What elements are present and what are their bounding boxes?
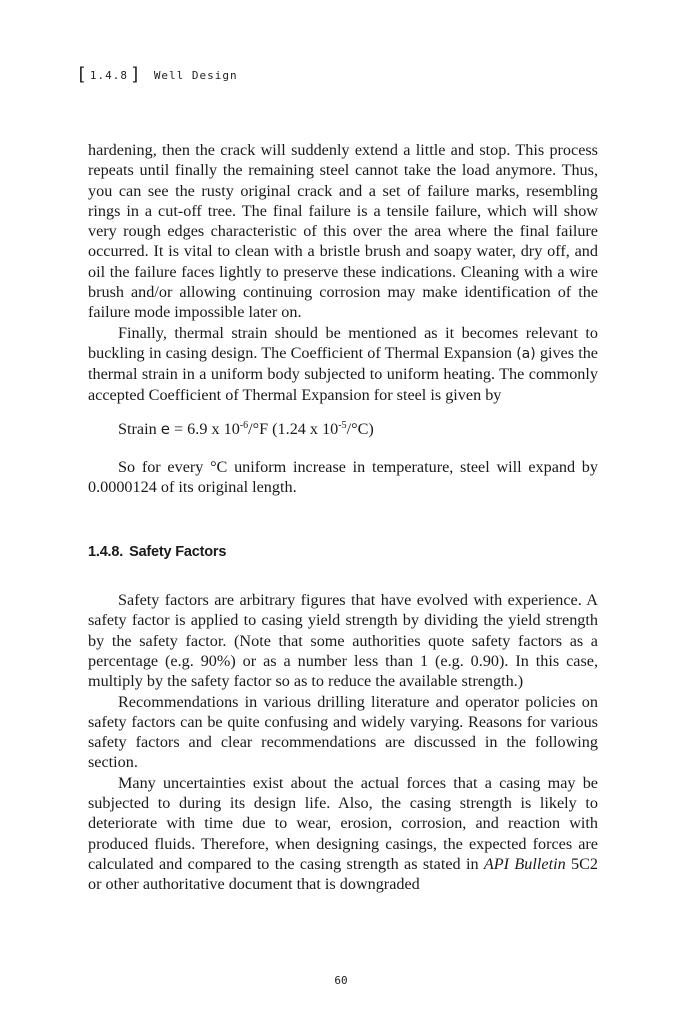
paragraph-crack-failure: hardening, then the crack will suddenly extend a little and stop. This process repeats until finally the remaining steel cannot take the load anymore. Thus, you can see the rusty original crack and a set of failure marks, resembling rings in a cut-off tree. The final failure is a tensile failure, which will show very rough edges characteristic of this over the area where the final failure occurred. It is vital to clean with a bristle brush and soapy water, dry off, and oil the failure faces lightly to preserve these indications. Cleaning with a wire brush and/or allowing continuing corrosion may make identification of the failure mode impossible later on. — [88, 141, 598, 322]
header-bracket-close: ] — [129, 64, 142, 85]
formula-strain-label: Strain — [118, 419, 161, 438]
paragraph-uncertainties — [88, 773, 598, 895]
page-number: 60 — [334, 974, 348, 987]
thermal-strain-text-start: Finally, thermal strain should be mentioned as it becomes relevant to buckling in casing design. The Coefficient of Thermal Expansion — [88, 323, 598, 362]
formula-exponent-fahrenheit: -6 — [239, 419, 249, 431]
section-number: 1.4.8. — [88, 543, 124, 560]
header-chapter-title: Well Design — [153, 68, 238, 82]
running-header — [76, 66, 238, 84]
formula-unit-celsius: /°C) — [346, 419, 374, 438]
paragraph-safety-factor-definition: Safety factors are arbitrary figures that have evolved with experience. A safety factor is applied to casing yield strength by dividing the yield strength by the safety factor. (Note that some authorities quote safety factors as a percentage (e.g. 90%) or as a number less than 1 (e.g. 0.90). In this case, multiply by the safety factor so as to reduce the available strength.) — [88, 591, 598, 691]
section-heading-safety-factors — [88, 542, 598, 562]
page-body — [88, 140, 598, 895]
section-title: Safety Factors — [129, 543, 227, 560]
formula-exponent-celsius: -5 — [338, 419, 347, 431]
paragraph-thermal-strain — [88, 323, 598, 405]
thermal-strain-text-end: gives the thermal strain in a uniform body subjected to uniform heating. The commonly accepted Coefficient of Thermal Expansion for steel is given by — [88, 343, 598, 404]
strain-formula — [118, 419, 598, 439]
formula-unit-fahrenheit: /°F (1.24 x 10 — [248, 419, 339, 438]
paragraph-recommendations: Recommendations in various drilling literature and operator policies on safety factors can be quite confusing and widely varying. Reasons for various safety factors and clear recommendations are discussed in the following section. — [88, 692, 598, 772]
paragraph-expansion-per-degree: So for every °C uniform increase in temperature, steel will expand by 0.0000124 of its original length. — [88, 458, 598, 497]
header-section-number: 1.4.8 — [89, 68, 128, 82]
alpha-symbol: (a) — [516, 345, 536, 362]
api-bulletin-reference: API Bulletin — [483, 854, 566, 873]
uncertainties-text-start: Many uncertainties exist about the actual forces that a casing may be subjected to during its design life. Also, the casing strength is likely to deteriorate with time due to wear, erosion, corrosion, and reaction with produced fluids. Therefore, when designing casings, the expected forces are calculated and compared to the casing strength as stated in — [88, 773, 598, 873]
uncertainties-text-end: 5C2 or other authoritative document that is downgraded — [88, 854, 598, 894]
epsilon-symbol: e — [160, 419, 170, 438]
formula-value-fahrenheit: = 6.9 x 10 — [169, 419, 240, 438]
header-bracket-open: [ — [76, 64, 88, 85]
